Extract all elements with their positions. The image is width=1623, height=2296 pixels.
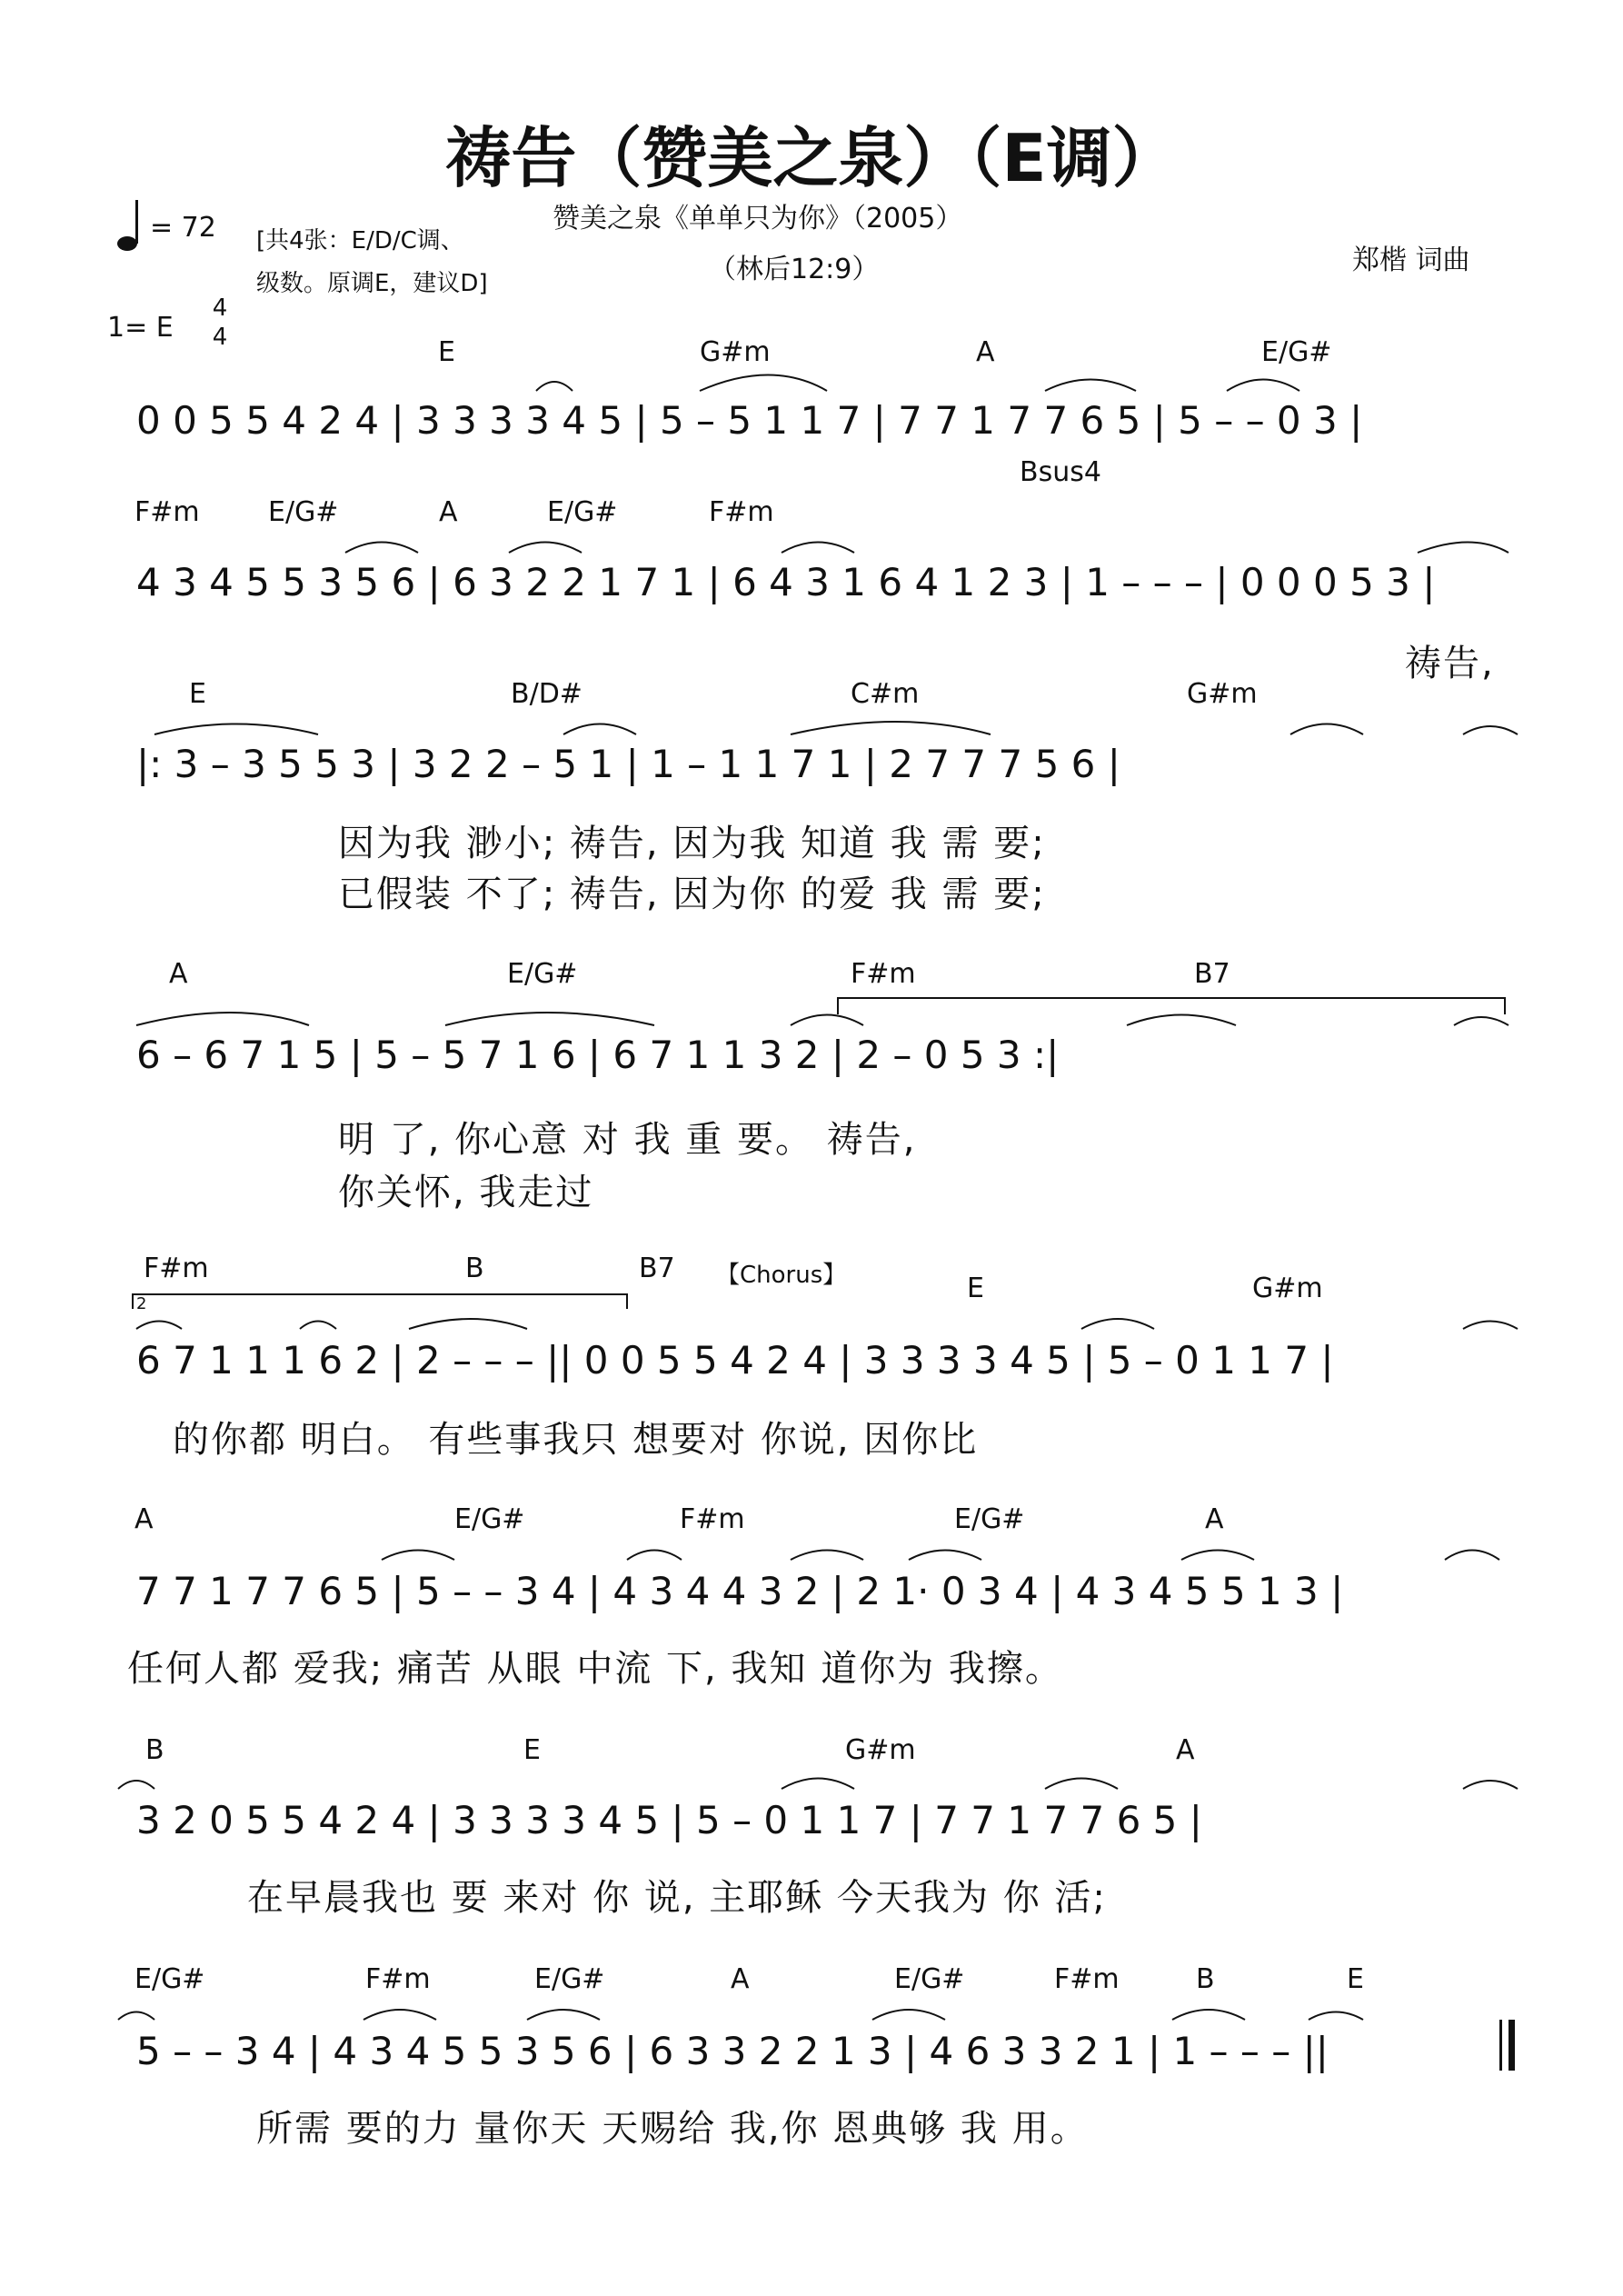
volta-bracket: [133, 1294, 627, 1309]
notation-line: 6 – 6 7 1 5 | 5 – 5 7 1 6 | 6 7 1 1 3 2 | 2 – 0 5 3 :|: [136, 1033, 1060, 1077]
section-label: 【Chorus】: [716, 1262, 847, 1289]
chord-symbol: G#m: [845, 1734, 916, 1766]
tie-mark: [1463, 1322, 1518, 1330]
tie-mark: [1045, 1779, 1118, 1790]
tie-mark: [136, 1013, 309, 1025]
chord-symbol: E/G#: [134, 1963, 205, 1995]
source-line: 赞美之泉《单单只为你》（2005）: [553, 203, 963, 235]
notation-line: 0 0 5 5 4 2 4 | 3 3 3 3 4 5 | 5 – 5 1 1 7 | 7 7 1 7 7 6 5 | 5 – – 0 3 |: [136, 398, 1363, 443]
chord-symbol: G#m: [700, 336, 771, 368]
tie-mark: [782, 1779, 854, 1790]
tie-mark: [445, 1013, 654, 1025]
chord-symbol: E/G#: [454, 1503, 525, 1535]
tie-mark: [118, 2012, 154, 2021]
sheet-note-line1: [共4张：E/D/C调、: [256, 227, 464, 255]
tie-mark: [409, 1319, 527, 1329]
tie-mark: [791, 1551, 863, 1561]
tie-mark: [1463, 1781, 1518, 1789]
chord-symbol: E: [523, 1734, 541, 1766]
tie-mark: [136, 1322, 182, 1330]
chord-symbol: E: [1347, 1963, 1364, 1995]
tie-mark: [1418, 543, 1508, 554]
chord-symbol: G#m: [1252, 1273, 1323, 1304]
tie-mark: [1463, 726, 1518, 734]
lyrics-line: 明 了, 你心意 对 我 重 要。 祷告,: [338, 1119, 917, 1161]
chord-symbol: A: [1205, 1503, 1224, 1535]
final-barline: [1499, 2020, 1502, 2071]
tie-mark: [300, 1322, 336, 1330]
tie-mark: [154, 724, 318, 735]
time-signature-top: 4: [212, 294, 228, 322]
chord-symbol: A: [731, 1963, 750, 1995]
notation-line: 6 7 1 1 1 6 2 | 2 – – – || 0 0 5 5 4 2 4 | 3 3 3 3 4 5 | 5 – 0 1 1 7 |: [136, 1338, 1334, 1383]
tie-mark: [791, 1015, 863, 1026]
chord-symbol: F#m: [851, 958, 916, 990]
chord-symbol: E/G#: [507, 958, 578, 990]
tie-mark: [872, 2010, 945, 2020]
chord-symbol: F#m: [365, 1963, 431, 1995]
tie-mark: [1181, 1551, 1254, 1561]
tie-mark: [627, 1551, 682, 1561]
chord-symbol: Bsus4: [1020, 456, 1101, 488]
tie-mark: [345, 543, 418, 554]
chord-symbol: B7: [1194, 958, 1230, 990]
chord-symbol: A: [976, 336, 995, 368]
lyrics-line: 因为我 渺小; 祷告, 因为我 知道 我 需 要;: [338, 823, 1046, 864]
tie-mark: [363, 2010, 436, 2020]
tie-mark: [782, 543, 854, 554]
lyrics-line: 任何人都 爱我; 痛苦 从眼 中流 下, 我知 道你为 我擦。: [127, 1648, 1063, 1690]
tie-mark: [791, 722, 991, 734]
chord-symbol: A: [134, 1503, 154, 1535]
scripture-reference: （林后12:9）: [709, 254, 880, 285]
tie-mark: [1445, 1551, 1499, 1561]
chord-symbol: A: [1176, 1734, 1195, 1766]
tie-mark: [527, 2010, 600, 2020]
tie-mark: [1045, 380, 1136, 392]
chord-symbol: E: [967, 1273, 984, 1304]
time-signature-bottom: 4: [212, 324, 228, 351]
chord-symbol: E/G#: [268, 496, 339, 528]
sheet-note-line2: 级数。原调E，建议D]: [256, 270, 488, 297]
tie-mark: [563, 724, 636, 735]
lyrics-line: 所需 要的力 量你天 天赐给 我,你 恩典够 我 用。: [256, 2108, 1089, 2150]
tie-mark: [1290, 724, 1363, 735]
chord-symbol: F#m: [144, 1253, 209, 1284]
notation-line: |: 3 – 3 5 5 3 | 3 2 2 – 5 1 | 1 – 1 1 7 1 | 2 7 7 7 5 6 |: [136, 742, 1120, 786]
chord-symbol: E: [438, 336, 455, 368]
lyrics-line: 祷告,: [1405, 643, 1495, 684]
volta-number: 2: [136, 1294, 147, 1313]
tie-mark: [536, 382, 573, 391]
final-barline: [1508, 2020, 1515, 2071]
chord-symbol: B: [145, 1734, 164, 1766]
chord-symbol: B7: [639, 1253, 675, 1284]
tie-mark: [1309, 2012, 1363, 2021]
chord-symbol: F#m: [1054, 1963, 1120, 1995]
notation-line: 7 7 1 7 7 6 5 | 5 – – 3 4 | 4 3 4 4 3 2 | 2 1· 0 3 4 | 4 3 4 5 5 1 3 |: [136, 1569, 1344, 1613]
lyrics-line: 在早晨我也 要 来对 你 说, 主耶稣 今天我为 你 活;: [247, 1877, 1107, 1919]
chord-symbol: A: [439, 496, 458, 528]
tempo-marking: = 72: [150, 212, 216, 244]
chord-symbol: E/G#: [894, 1963, 965, 1995]
author-credit: 郑楷 词曲: [1352, 245, 1470, 276]
chord-symbol: F#m: [709, 496, 774, 528]
chord-symbol: B: [465, 1253, 484, 1284]
tie-mark: [1081, 1319, 1154, 1329]
chord-symbol: F#m: [134, 496, 200, 528]
notation-line: 4 3 4 5 5 3 5 6 | 6 3 2 2 1 7 1 | 6 4 3 1 6 4 1 2 3 | 1 – – – | 0 0 0 5 3 |: [136, 560, 1436, 604]
chord-symbol: E: [189, 678, 206, 710]
lyrics-line: 的你都 明白。 有些事我只 想要对 你说, 因你比: [173, 1419, 979, 1461]
tie-mark: [382, 1551, 454, 1561]
key-signature: 1= E: [107, 312, 174, 344]
chord-symbol: A: [169, 958, 188, 990]
chord-symbol: E/G#: [547, 496, 618, 528]
page-title: 祷告（赞美之泉）（E调）: [445, 120, 1178, 196]
tie-mark: [509, 543, 582, 554]
tie-mark: [118, 1781, 154, 1789]
tie-mark: [909, 1551, 981, 1561]
chord-symbol: F#m: [680, 1503, 745, 1535]
tie-mark: [1127, 1015, 1236, 1026]
chord-symbol: B: [1196, 1963, 1215, 1995]
tie-mark: [1454, 1017, 1508, 1025]
chord-symbol: E/G#: [954, 1503, 1025, 1535]
lyrics-line: 已假装 不了; 祷告, 因为你 的爱 我 需 要;: [338, 873, 1046, 915]
chord-symbol: E/G#: [1261, 336, 1332, 368]
chord-symbol: G#m: [1187, 678, 1258, 710]
chord-symbol: C#m: [851, 678, 920, 710]
volta-bracket: [838, 998, 1505, 1014]
chord-symbol: E/G#: [534, 1963, 605, 1995]
chord-symbol: B/D#: [511, 678, 582, 710]
lyrics-line: 你关怀, 我走过: [338, 1172, 594, 1213]
notation-line: 3 2 0 5 5 4 2 4 | 3 3 3 3 4 5 | 5 – 0 1 1 7 | 7 7 1 7 7 6 5 |: [136, 1798, 1202, 1842]
tie-mark: [1227, 380, 1299, 392]
tie-mark: [1172, 2010, 1245, 2020]
notation-line: 5 – – 3 4 | 4 3 4 5 5 3 5 6 | 6 3 3 2 2 1 3 | 4 6 3 3 2 1 | 1 – – – ||: [136, 2029, 1329, 2073]
tie-mark: [700, 375, 827, 392]
